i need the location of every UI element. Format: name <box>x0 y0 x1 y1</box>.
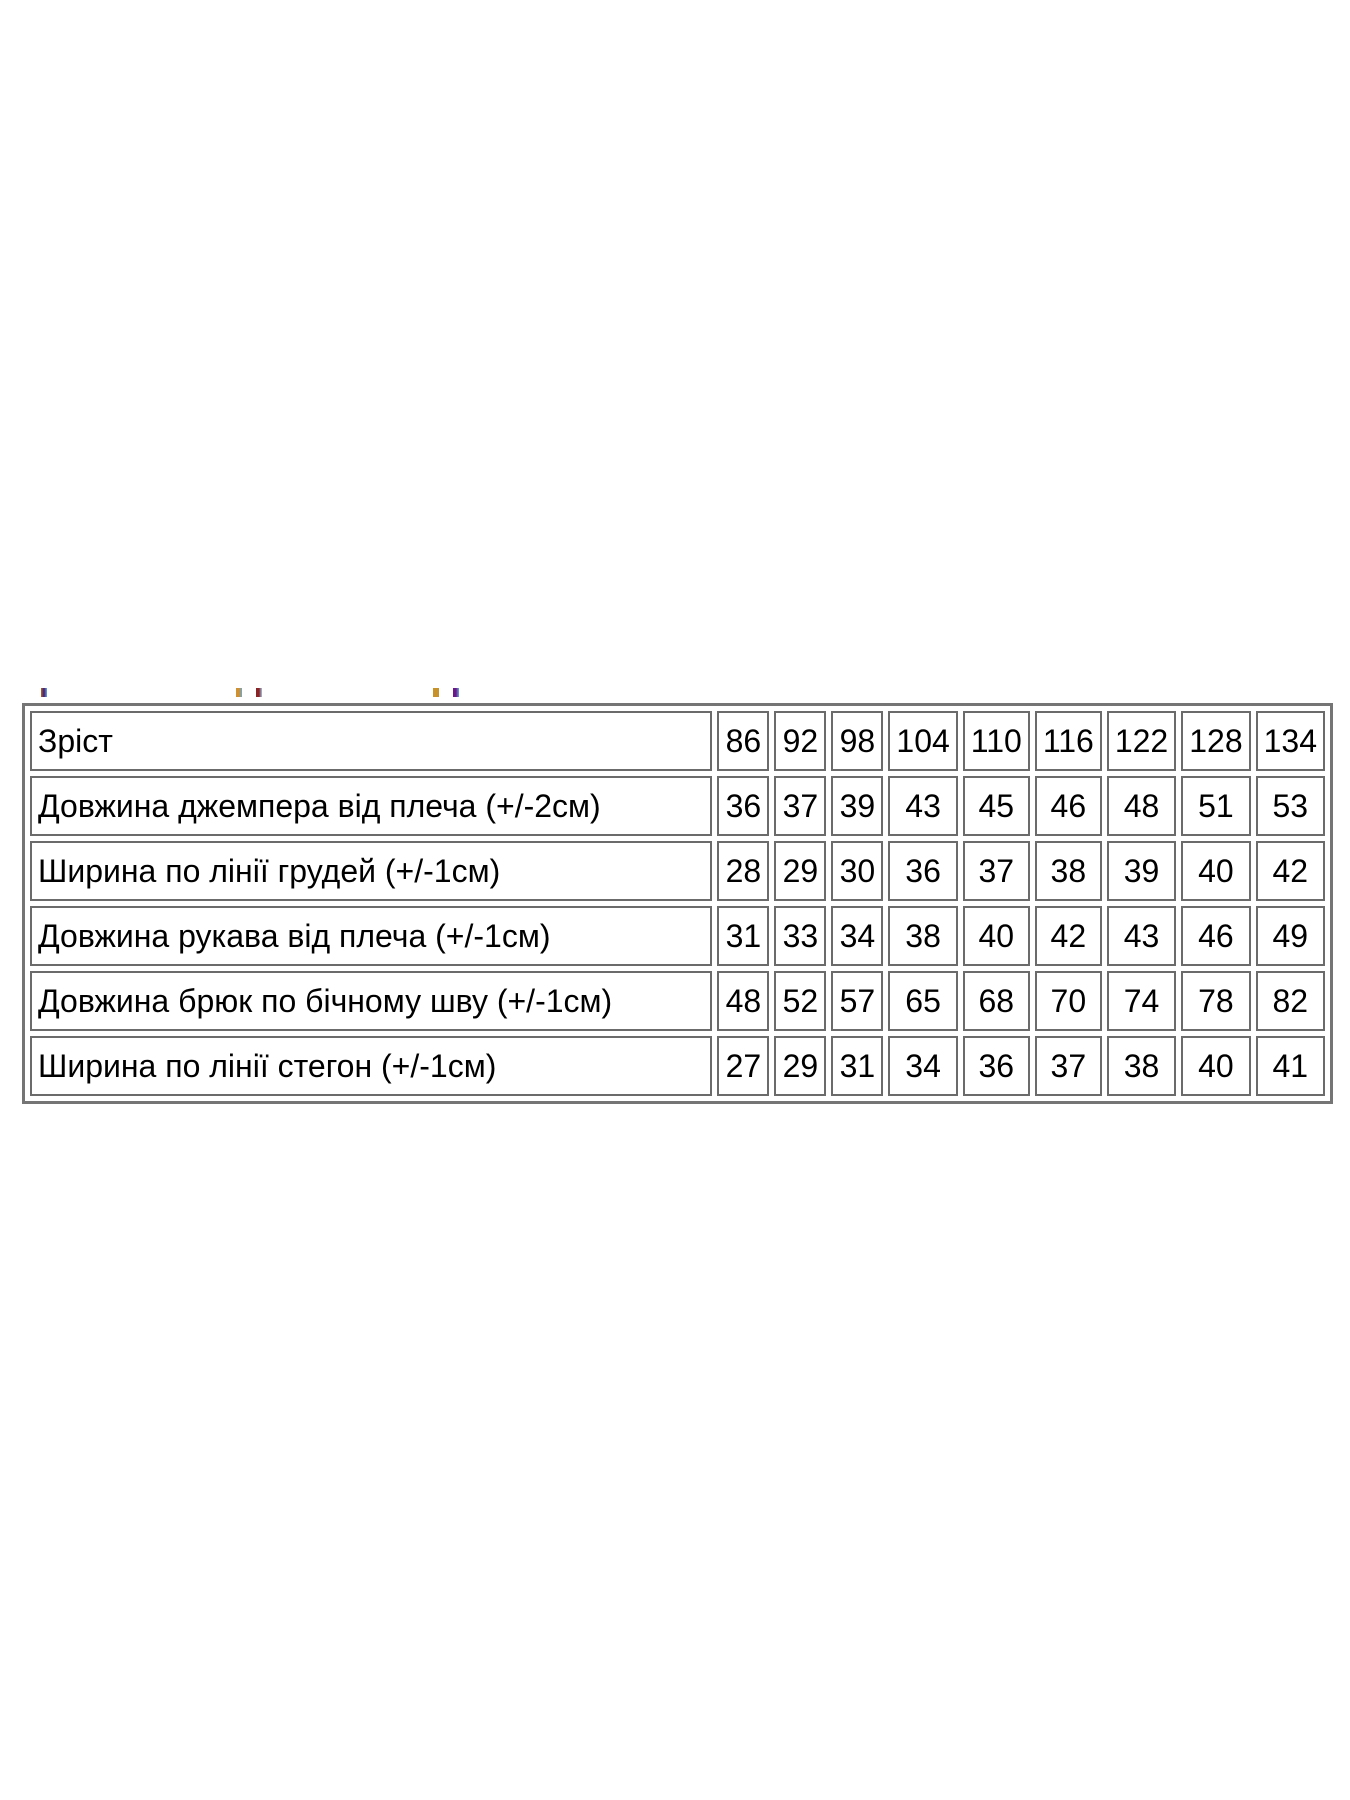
size-value-cell: 48 <box>717 971 769 1031</box>
size-value-cell: 134 <box>1256 711 1325 771</box>
size-value-cell: 34 <box>888 1036 957 1096</box>
row-label-cell: Ширина по лінії стегон (+/-1см) <box>30 1036 712 1096</box>
size-value-cell: 122 <box>1107 711 1176 771</box>
size-value-cell: 48 <box>1107 776 1176 836</box>
size-value-cell: 37 <box>774 776 826 836</box>
size-value-cell: 27 <box>717 1036 769 1096</box>
size-value-cell: 92 <box>774 711 826 771</box>
size-value-cell: 43 <box>1107 906 1176 966</box>
size-value-cell: 104 <box>888 711 957 771</box>
row-label-cell: Довжина брюк по бічному шву (+/-1см) <box>30 971 712 1031</box>
size-chart-table <box>22 703 1333 1104</box>
size-value-cell: 30 <box>831 841 883 901</box>
size-value-cell: 36 <box>717 776 769 836</box>
size-table-body <box>30 711 1325 1096</box>
size-value-cell: 38 <box>888 906 957 966</box>
size-value-cell: 36 <box>963 1036 1030 1096</box>
size-value-cell: 37 <box>1035 1036 1102 1096</box>
size-value-cell: 29 <box>774 841 826 901</box>
size-value-cell: 46 <box>1035 776 1102 836</box>
size-value-cell: 45 <box>963 776 1030 836</box>
row-label-cell: Ширина по лінії грудей (+/-1см) <box>30 841 712 901</box>
row-label-cell: Довжина джемпера від плеча (+/-2см) <box>30 776 712 836</box>
cropped-text-artifact <box>453 688 459 697</box>
size-value-cell: 53 <box>1256 776 1325 836</box>
size-value-cell: 86 <box>717 711 769 771</box>
cropped-text-artifact <box>256 688 262 697</box>
size-value-cell: 40 <box>963 906 1030 966</box>
size-value-cell: 110 <box>963 711 1030 771</box>
size-value-cell: 29 <box>774 1036 826 1096</box>
size-value-cell: 28 <box>717 841 769 901</box>
size-value-cell: 39 <box>831 776 883 836</box>
size-value-cell: 31 <box>831 1036 883 1096</box>
size-value-cell: 82 <box>1256 971 1325 1031</box>
size-value-cell: 46 <box>1181 906 1250 966</box>
table-row <box>30 906 1325 966</box>
size-value-cell: 98 <box>831 711 883 771</box>
size-value-cell: 128 <box>1181 711 1250 771</box>
size-value-cell: 42 <box>1035 906 1102 966</box>
size-value-cell: 38 <box>1107 1036 1176 1096</box>
size-value-cell: 74 <box>1107 971 1176 1031</box>
row-label-cell: Зріст <box>30 711 712 771</box>
size-value-cell: 34 <box>831 906 883 966</box>
size-value-cell: 38 <box>1035 841 1102 901</box>
size-value-cell: 40 <box>1181 841 1250 901</box>
table-row <box>30 711 1325 771</box>
size-value-cell: 65 <box>888 971 957 1031</box>
size-value-cell: 36 <box>888 841 957 901</box>
size-value-cell: 116 <box>1035 711 1102 771</box>
size-value-cell: 52 <box>774 971 826 1031</box>
size-value-cell: 68 <box>963 971 1030 1031</box>
size-value-cell: 78 <box>1181 971 1250 1031</box>
cropped-text-artifact <box>236 688 242 697</box>
table-row <box>30 841 1325 901</box>
size-value-cell: 57 <box>831 971 883 1031</box>
size-value-cell: 41 <box>1256 1036 1325 1096</box>
size-value-cell: 43 <box>888 776 957 836</box>
size-value-cell: 33 <box>774 906 826 966</box>
size-value-cell: 42 <box>1256 841 1325 901</box>
table-row <box>30 971 1325 1031</box>
size-value-cell: 39 <box>1107 841 1176 901</box>
row-label-cell: Довжина рукава від плеча (+/-1см) <box>30 906 712 966</box>
cropped-text-artifact <box>433 688 439 697</box>
size-value-cell: 37 <box>963 841 1030 901</box>
cropped-text-artifact <box>41 688 47 697</box>
size-value-cell: 51 <box>1181 776 1250 836</box>
size-value-cell: 31 <box>717 906 769 966</box>
size-chart-container <box>22 703 1333 1104</box>
size-value-cell: 70 <box>1035 971 1102 1031</box>
table-row <box>30 1036 1325 1096</box>
table-row <box>30 776 1325 836</box>
size-value-cell: 40 <box>1181 1036 1250 1096</box>
size-value-cell: 49 <box>1256 906 1325 966</box>
